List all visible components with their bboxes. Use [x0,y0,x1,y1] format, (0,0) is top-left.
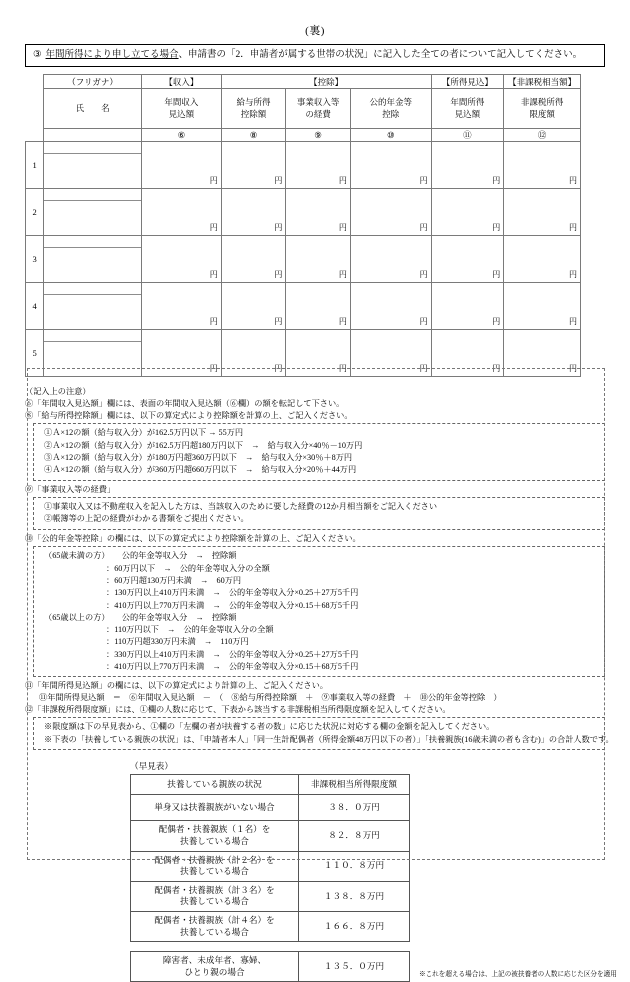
business-expense-input[interactable]: 円 [286,142,351,189]
salary-deduction-input[interactable]: 円 [221,283,286,330]
furigana-input[interactable] [44,236,141,248]
furigana-input[interactable] [44,189,141,201]
note-line: ②Ａ×12の額（給与収入分）が162.5万円超180万円以下 → 給与収入分×40％－10万円 [44,440,363,450]
col-mark-salary-deduction: ⑧ [221,129,286,142]
name-input[interactable] [44,248,141,282]
name-input[interactable] [44,201,141,235]
note-item10-box [33,546,605,677]
row-index: 4 [26,283,44,330]
row-index: 5 [26,330,44,377]
qr-amount: ３８．０万円 [299,795,410,821]
tax-exempt-limit-input[interactable]: 円 [504,236,581,283]
header-furigana: （フリガナ） [44,75,142,89]
col-mark-name [44,129,142,142]
note-line: ：330万円以上410万円未満 → 公的年金等収入分×0.25＋27万5千円 [106,649,359,659]
name-cell[interactable] [44,236,142,283]
pension-deduction-input[interactable]: 円 [350,142,431,189]
note-line: ：130万円以上410万円未満 → 公的年金等収入分×0.25＋27万5千円 [106,588,359,598]
col-mark-annual-income: ⑥ [142,129,222,142]
special-case-row-wrap [130,951,617,982]
col-mark-pension-deduction: ⑩ [350,129,431,142]
note-line: ：110万円以下 → 公的年金等収入分の全額 [106,625,274,635]
note-line: ：110万円超330万円未満 → 110万円 [106,637,249,647]
quick-reference-row [131,881,410,911]
col-label-pension-deduction: 公的年金等 控除 [350,89,431,129]
quick-reference-label: （早見表） [130,760,173,771]
header-income-estimate-group: 【所得見込】 [431,75,504,89]
annual-income-estimate-input[interactable]: 円 [431,236,504,283]
pension-deduction-input[interactable]: 円 [350,330,431,377]
note-item6: ⑥「年間収入見込額」欄には、表面の年間収入見込額（⑥欄）の額を転記して下さい。 [25,399,345,409]
annual-income-input[interactable]: 円 [142,283,222,330]
qr-status: 配偶者・扶養親族（１名）を 扶養している場合 [131,821,299,851]
note-item11-lead: ⑪「年間所得見込額」の欄には、以下の算定式により計算の上、ご記入ください。 [25,681,328,691]
name-input[interactable] [44,154,141,188]
note-line: ：60万円以下 → 公的年金等収入分の全額 [106,563,270,573]
note-line: ②帳簿等の上記の経費がわかる書類をご提出ください。 [44,514,249,524]
note-item12-lead: ⑫「非課税所得限度額」には、①欄の人数に応じて、下表から該当する非課税相当所得限度額を記入してください。 [25,704,451,714]
qr-status: 配偶者・扶養親族（計４名）を 扶養している場合 [131,912,299,942]
salary-deduction-input[interactable]: 円 [221,189,286,236]
qr-status: 単身又は扶養親族がいない場合 [131,795,299,821]
furigana-input[interactable] [44,142,141,154]
section-banner [25,44,605,67]
note-item8-lead: ⑧「給与所得控除額」欄には、以下の算定式により控除額を計算の上、ご記入ください。 [25,410,353,420]
table-row [26,330,581,377]
quick-reference-header-row [131,774,410,795]
note-line: ①事業収入又は不動産収入を記入した方は、当該収入のために要した経費の12か月相当額をご記入ください [44,502,438,512]
furigana-input[interactable] [44,283,141,295]
note-item9-box [33,497,605,530]
qr-amount: １６６．８万円 [299,912,410,942]
special-case-status: 障害者、未成年者、寡婦、 ひとり親の場合 [131,952,299,982]
quick-reference-row [131,821,410,851]
note-item9-lead: ⑨「事業収入等の経費」 [25,484,116,494]
quick-reference-table [130,774,410,942]
furigana-input[interactable] [44,330,141,342]
col-label-tax-exempt-limit: 非課税所得 限度額 [504,89,581,129]
annual-income-estimate-input[interactable]: 円 [431,330,504,377]
col-mark-annual-income-estimate: ⑪ [431,129,504,142]
table-row [26,283,581,330]
note-item10-lead: ⑩「公的年金等控除」の欄には、以下の算定式により控除額を計算の上、ご記入ください。 [25,533,361,543]
qr-amount: １３８．８万円 [299,881,410,911]
annual-income-estimate-input[interactable]: 円 [431,189,504,236]
table-row [26,142,581,189]
pension-deduction-input[interactable]: 円 [350,236,431,283]
qr-header-status: 扶養している親族の状況 [131,774,299,795]
col-label-annual-income: 年間収入 見込額 [142,89,222,129]
header-deduction-group: 【控除】 [221,75,431,89]
qr-amount: ８２．８万円 [299,821,410,851]
tax-exempt-limit-input[interactable]: 円 [504,283,581,330]
tax-exempt-limit-input[interactable]: 円 [504,330,581,377]
row-index: 2 [26,189,44,236]
qr-amount: １１０．８万円 [299,851,410,881]
instructions-heading: （記入上の注意） [25,387,91,397]
note-line: ：410万円以上770万円未満 → 公的年金等収入分×0.15＋68万5千円 [106,600,359,610]
table-column-mark-row [26,129,581,142]
tax-exempt-limit-input[interactable]: 円 [504,142,581,189]
note-line: （65歳未満の方） 公的年金等収入分 → 控除額 [44,551,237,561]
row-index: 1 [26,142,44,189]
name-cell[interactable] [44,283,142,330]
header-income-group: 【収入】 [142,75,222,89]
salary-deduction-input[interactable]: 円 [221,142,286,189]
name-cell[interactable] [44,142,142,189]
name-cell[interactable] [44,330,142,377]
note-item11-formula: ⑪年間所得見込額 ＝ ⑥年間収入見込額 － （ ⑧給与所得控除額 ＋ ⑨事業収入等の経費 ＋ ⑩公的年金等控除 ） [39,692,502,702]
special-case-row [131,952,410,982]
col-label-salary-deduction: 給与所得 控除額 [221,89,286,129]
row-index: 3 [26,236,44,283]
col-label-name: 氏 名 [44,89,142,129]
qr-header-amount: 非課税相当所得限度額 [299,774,410,795]
banner-underlined-text: 年間所得により申し立てる場合 [45,50,179,60]
name-cell[interactable] [44,189,142,236]
quick-reference-row [131,795,410,821]
note-item12-box [33,717,614,750]
business-expense-input[interactable]: 円 [286,330,351,377]
table-row [26,189,581,236]
annual-income-input[interactable]: 円 [142,189,222,236]
annual-income-input[interactable]: 円 [142,142,222,189]
col-label-annual-income-estimate: 年間所得 見込額 [431,89,504,129]
note-line: ④Ａ×12の額（給与収入分）が360万円超660万円以下 → 給与収入分×20％＋44万円 [44,465,357,475]
annual-income-input[interactable]: 円 [142,330,222,377]
note-line: ※限度額は下の早見表から、①欄の「左欄の者が扶養する者の数」に応じた状況に対応する欄の金額を記入してください。 [44,722,495,732]
banner-rest-text: 、申請書の「2．申請者が属する世帯の状況」に記入した全ての者について記入してください。 [178,50,583,60]
note-item8-formula-box [33,423,605,480]
banner-number: ③ [33,50,42,60]
qr-status: 配偶者・扶養親族（計３名）を 扶養している場合 [131,881,299,911]
income-entry-table [25,74,581,377]
qr-status: 配偶者・扶養親族（計２名）を 扶養している場合 [131,851,299,881]
special-case-amount: １３５．０万円 [299,952,410,982]
annual-income-input[interactable]: 円 [142,236,222,283]
page-side-marker: (裏) [305,25,325,37]
business-expense-input[interactable]: 円 [286,189,351,236]
business-expense-input[interactable]: 円 [286,236,351,283]
note-line: （65歳以上の方） 公的年金等収入分 → 控除額 [44,612,237,622]
quick-reference-side-note: ※これを超える場合は、上記の被扶養者の人数に応じた区分を適用 [419,971,617,979]
name-input[interactable] [44,295,141,329]
quick-reference-section [25,760,617,982]
quick-reference-row [131,851,410,881]
note-line: ：410万円以上770万円未満 → 公的年金等収入分×0.15＋68万5千円 [106,662,359,672]
note-line: ：60万円超130万円未満 → 60万円 [106,575,242,585]
name-input[interactable] [44,342,141,376]
special-case-table [130,951,410,982]
pension-deduction-input[interactable]: 円 [350,283,431,330]
instructions-section [25,386,614,749]
table-group-header-row [26,75,581,89]
annual-income-estimate-input[interactable]: 円 [431,142,504,189]
salary-deduction-input[interactable]: 円 [221,236,286,283]
annual-income-estimate-input[interactable]: 円 [431,283,504,330]
pension-deduction-input[interactable]: 円 [350,189,431,236]
note-line: ①Ａ×12の額（給与収入分）が162.5万円以下 → 55万円 [44,428,244,438]
business-expense-input[interactable]: 円 [286,283,351,330]
table-row [26,236,581,283]
header-tax-exempt-group: 【非課税相当額】 [504,75,581,89]
quick-reference-row [131,912,410,942]
table-column-label-row [26,89,581,129]
note-line: ※下表の「扶養している親族の状況」は、「申請者本人」「同一生計配偶者（所得金額48万円以下の者）」「扶養親族(16歳未満の者も含む)」の合計人数です。 [44,734,614,744]
col-mark-business-expense: ⑨ [286,129,351,142]
col-mark-tax-exempt-limit: ⑫ [504,129,581,142]
col-label-business-expense: 事業収入等 の経費 [286,89,351,129]
note-line: ③Ａ×12の額（給与収入分）が180万円超360万円以下 → 給与収入分×30％＋8万円 [44,452,353,462]
salary-deduction-input[interactable]: 円 [221,330,286,377]
tax-exempt-limit-input[interactable]: 円 [504,189,581,236]
